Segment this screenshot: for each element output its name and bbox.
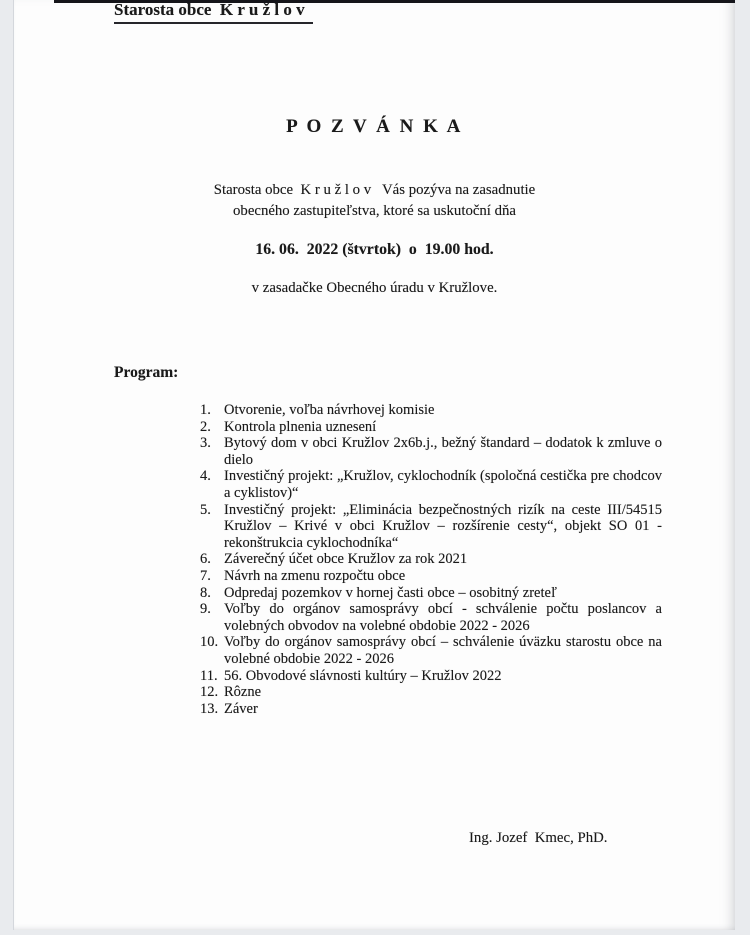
item-text: Voľby do orgánov samosprávy obcí - schválenie počtu poslancov a volebných obvodov na volebné obdobie 2022 - 2026 [224,601,662,634]
item-number: 9. [200,601,211,618]
item-text: Otvorenie, voľba návrhovej komisie [224,402,435,418]
item-number: 5. [200,501,211,518]
program-item [200,402,662,419]
program-item [200,668,662,685]
item-number: 6. [200,551,211,568]
program-item [200,551,662,568]
document-header [114,2,313,28]
item-text: Rôzne [224,684,262,701]
item-number: 1. [200,402,211,418]
intro-line-1: Starosta obce K r u ž l o v Vás pozýva na zasadnutie [213,182,536,198]
intro-line-2: obecného zastupiteľstva, ktoré sa uskutoční dňa [233,203,516,219]
item-number: 13. [200,700,219,717]
program-item [200,701,662,718]
program-item [200,435,662,468]
item-text: 56. Obvodové slávnosti kultúry – Kružlov 2022 [224,667,502,684]
item-text: Kontrola plnenia uznesení [224,418,377,435]
meeting-venue: v zasadačke Obecného úradu v Kružlove. [251,280,498,296]
item-number: 3. [200,435,211,452]
program-item [200,634,662,667]
item-number: 2. [200,418,211,435]
program-item [200,419,662,436]
program-item [200,684,662,701]
program-item [200,502,662,552]
header-text: Starosta obce K r u ž l o v [114,2,313,24]
item-number: 10. [200,634,219,651]
item-number: 11. [200,667,218,684]
signature-name: Ing. Jozef Kmec, PhD. [469,830,608,846]
item-number: 4. [200,468,211,485]
document-page [13,0,735,930]
item-number: 7. [200,567,211,584]
meeting-datetime: 16. 06. 2022 (štvrtok) o 19.00 hod. [255,241,494,258]
invitation-title: P O Z V Á N K A [286,116,463,137]
program-item [200,601,662,634]
intro-paragraph [14,180,735,222]
item-number: 8. [200,584,211,601]
item-text: Investičný projekt: „Eliminácia bezpečnostných rizík na ceste III/54515 Kružlov – Krivé v obci Kružlov – rozšírenie cesty“, objekt SO 01 - rekonštrukcia cyklochodníka“ [224,501,662,551]
item-text: Bytový dom v obci Kružlov 2x6b.j., bežný štandard – dodatok k zmluve o dielo [224,435,662,468]
program-list [200,402,662,717]
program-item [200,568,662,585]
item-text: Záverečný účet obce Kružlov za rok 2021 [224,551,468,568]
program-item [200,585,662,602]
item-text: Odpredaj pozemkov v hornej časti obce – osobitný zreteľ [224,584,557,601]
item-text: Voľby do orgánov samosprávy obcí – schválenie úväzku starostu obce na volebné obdobie 2022 - 2026 [224,634,662,667]
item-number: 12. [200,684,219,701]
program-label: Program: [114,364,179,381]
program-item [200,468,662,501]
item-text: Záver [224,700,258,717]
item-text: Návrh na zmenu rozpočtu obce [224,567,406,584]
item-text: Investičný projekt: „Kružlov, cyklochodník (spoločná cestička pre chodcov a cyklistov)“ [224,468,662,501]
